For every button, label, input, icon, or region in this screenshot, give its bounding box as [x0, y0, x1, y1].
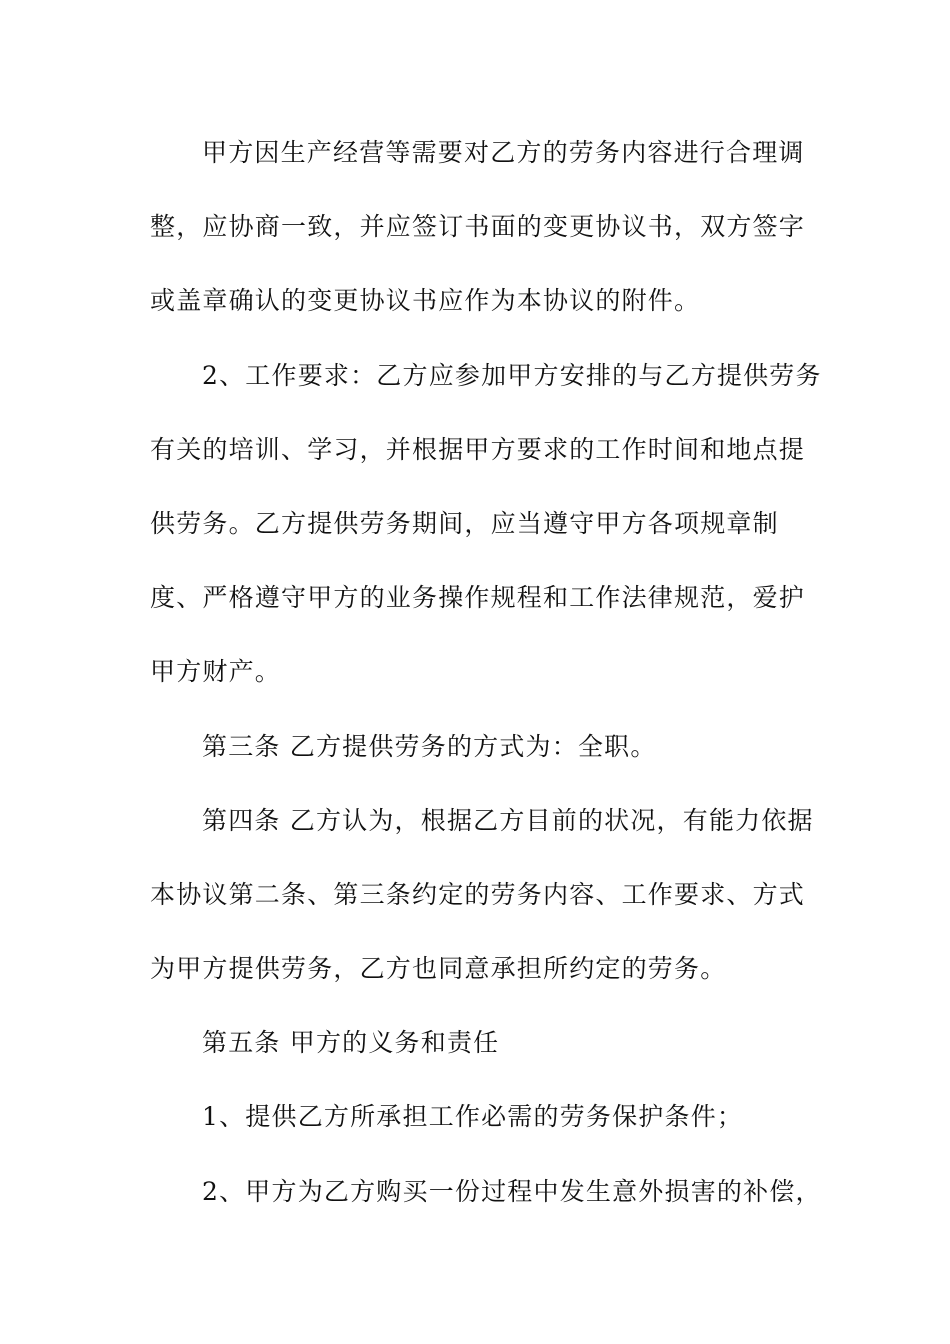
text-line: 2、工作要求：乙方应参加甲方安排的与乙方提供劳务: [202, 360, 822, 390]
text-line: 为甲方提供劳务，乙方也同意承担所约定的劳务。: [150, 954, 727, 984]
text-line: 甲方因生产经营等需要对乙方的劳务内容进行合理调: [202, 138, 805, 167]
text-line: 度、严格遵守甲方的业务操作规程和工作法律规范，爱护: [150, 583, 806, 613]
text-line: 甲方财产。: [150, 657, 282, 687]
text-line: 有关的培训、学习，并根据甲方要求的工作时间和地点提: [150, 434, 806, 464]
document-body: [150, 128, 822, 1241]
text-line: 本协议第二条、第三条约定的劳务内容、工作要求、方式: [150, 879, 806, 909]
text-line: 第五条 甲方的义务和责任: [202, 1028, 500, 1058]
text-line: 整，应协商一致，并应签订书面的变更协议书，双方签字: [150, 212, 806, 242]
text-line: 1、提供乙方所承担工作必需的劳务保护条件；: [202, 1102, 744, 1132]
text-line: 或盖章确认的变更协议书应作为本协议的附件。: [150, 286, 701, 316]
text-line: 2、甲方为乙方购买一份过程中发生意外损害的补偿，: [202, 1176, 822, 1206]
text-line: 第三条 乙方提供劳务的方式为：全职。: [202, 731, 657, 761]
text-line: 第四条 乙方认为，根据乙方目前的状况，有能力依据: [202, 805, 814, 835]
text-line: 供劳务。乙方提供劳务期间，应当遵守甲方各项规章制: [150, 508, 779, 538]
